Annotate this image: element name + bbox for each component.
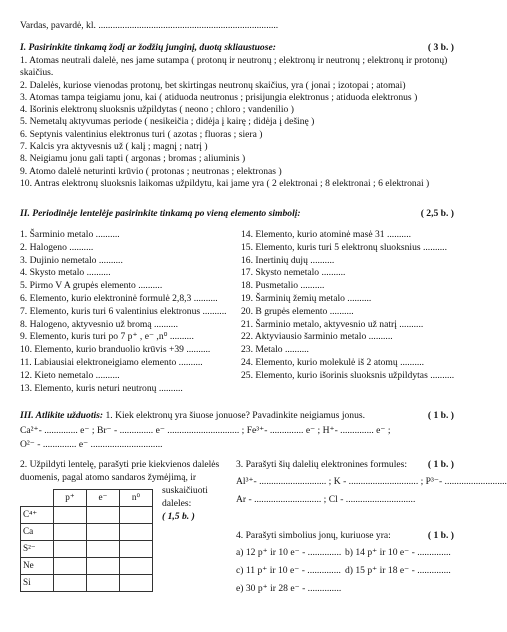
table-row: [21, 524, 153, 541]
list-item: 2. Dalelės, kuriose vienodas protonų, bet skirtingas neutronų skaičius, yra ( jonai ; izotopai ; atomai): [20, 79, 406, 91]
header-protons: p⁺: [54, 490, 87, 507]
task-3-title: 3. Parašyti šių dalelių elektronines formules:: [236, 459, 408, 470]
list-item: 4. Išorinis elektronų sluoksnis užpildytas ( neono ; chloro ; vandenilio ): [20, 104, 294, 116]
task-4-e: e) 30 p⁺ ir 28 e⁻ - ..............: [236, 583, 342, 594]
list-item: 23. Metalo ..........: [241, 344, 309, 356]
list-item: 11. Labiausiai elektroneigiamo elemento ..........: [20, 356, 203, 368]
section-2-title: II. Periodinėje lentelėje pasirinkite tinkamą po vieną elemento simbolį:: [20, 208, 301, 219]
row-label: Si: [21, 575, 54, 592]
task-3-line-2: Ar - ............................ ; Cl - .............................: [236, 494, 416, 505]
row-label: Ca: [21, 524, 54, 541]
row-label: S²⁻: [21, 541, 54, 558]
list-item: 5. Pirmo V A grupės elemento ..........: [20, 280, 163, 292]
list-item: 1. Šarminio metalo ..........: [20, 229, 120, 240]
task-4-d: d) 15 p⁺ ir 18 e⁻ - ..............: [345, 565, 451, 576]
task-4-b: b) 14 p⁺ ir 10 e⁻ - ..............: [345, 547, 451, 558]
section-2-left-list: [20, 229, 227, 395]
table-header-row: [21, 490, 153, 507]
list-item: 19. Šarminių žemių metalo ..........: [241, 292, 372, 304]
row-label: C⁴⁺: [21, 507, 54, 524]
section-2-points: ( 2,5 b. ): [420, 208, 454, 219]
list-item: 8. Halogeno, aktyvesnio už bromą ..........: [20, 318, 178, 330]
task-2-side-2: daleles:: [162, 498, 192, 509]
task-2-text-1: 2. Užpildyti lentelę, parašyti prie kiekvienos dalelės: [20, 459, 220, 470]
list-item: 10. Antras elektronų sluoksnis laikomas užpildytu, kai jame yra ( 2 elektronai ; 8 elektronai ; 6 elektronai ): [20, 177, 430, 189]
list-item: 18. Pusmetalio ..........: [241, 280, 325, 292]
table-cell[interactable]: [120, 575, 153, 592]
row-label: Ne: [21, 558, 54, 575]
section-1-items: [20, 55, 447, 190]
task-4-c: c) 11 p⁺ ir 10 e⁻ - ..............: [236, 565, 341, 576]
list-item: 14. Elemento, kurio atominė masė 31 ..........: [241, 229, 411, 240]
list-item: 6. Septynis valentinius elektronus turi ( azotas ; fluoras ; siera ): [20, 128, 263, 140]
section-2-right-list: [241, 229, 454, 383]
table-cell[interactable]: [54, 507, 87, 524]
table-row: [21, 507, 153, 524]
list-item: 4. Skysto metalo ..........: [20, 267, 111, 279]
table-cell[interactable]: [87, 575, 120, 592]
table-cell[interactable]: [120, 541, 153, 558]
task-2-points: ( 1,5 b. ): [162, 511, 195, 522]
section-3-task-1: 1. Kiek elektronų yra šiuose jonuose? Pavadinkite neigiamus jonus.: [103, 410, 366, 421]
table-cell[interactable]: [120, 524, 153, 541]
table-row: [21, 575, 153, 592]
section-1-title: I. Pasirinkite tinkamą žodį ar žodžių junginį, duotą skliaustuose:: [20, 42, 276, 53]
list-item: 12. Kieto nemetalo ..........: [20, 369, 120, 381]
list-item: 1. Atomas neutrali dalelė, nes jame sutampa ( protonų ir neutronų ; elektronų ir neutronų ; elektronų ir protonų): [20, 55, 448, 66]
list-item: 15. Elemento, kuris turi 5 elektronų sluoksnius ..........: [241, 241, 447, 253]
list-item: 9. Atomo dalelė neturinti krūvio ( protonas ; neutronas ; elektronas ): [20, 165, 282, 177]
list-item: 22. Aktyviausio šarminio metalo ..........: [241, 331, 393, 343]
list-item: 8. Neigiamu jonu gali tapti ( argonas ; bromas ; aliuminis ): [20, 153, 246, 165]
table-cell[interactable]: [87, 507, 120, 524]
list-item: 5. Nemetalų aktyvumas periode ( nesikeičia ; didėja į kairę ; didėja į dešinę ): [20, 116, 315, 128]
list-item: 21. Šarminio metalo, aktyvesnio už natrį ..........: [241, 318, 424, 330]
table-cell[interactable]: [54, 524, 87, 541]
table-cell[interactable]: [54, 575, 87, 592]
task-2-text-2: duomenis, pagal atomo sandaros žymėjimą, ir: [20, 472, 197, 483]
list-item: 9. Elemento, kuris turi po 7 p⁺ , e⁻ ,n⁰ ..........: [20, 331, 194, 343]
task-4-title: 4. Parašyti simbolius jonų, kuriuose yra:: [236, 530, 391, 541]
table-cell[interactable]: [54, 558, 87, 575]
list-item: 3. Atomas tampa teigiamu jonu, kai ( atiduoda neutronus ; prisijungia elektronus ; atiduoda elektronus ): [20, 91, 418, 103]
task-3-line-1: Al³⁺- ............................ ; K - ............................. ; P³⁻- ..........................: [236, 476, 507, 487]
list-item: 16. Inertinių dujų ..........: [241, 254, 335, 266]
section-3-header: [20, 410, 365, 422]
section-3-title: III. Atlikite užduotis:: [20, 410, 104, 421]
ions-line-2: O²⁻ - .............. e⁻ ..............................: [20, 439, 163, 450]
list-item: 7. Kalcis yra aktyvesnis už ( kalį ; magnį ; natrį ): [20, 141, 208, 153]
table-row: [21, 541, 153, 558]
list-item: 13. Elemento, kuris neturi neutronų ..........: [20, 382, 183, 394]
list-item: 3. Dujinio nemetalo ..........: [20, 254, 123, 266]
table-cell[interactable]: [87, 524, 120, 541]
particles-table: [20, 489, 153, 592]
task-4-a: a) 12 p⁺ ir 10 e⁻ - ..............: [236, 547, 342, 558]
table-cell[interactable]: [120, 507, 153, 524]
list-item: 17. Skysto nemetalo ..........: [241, 267, 346, 279]
list-item: 7. Elemento, kuris turi 6 valentinius elektronus ..........: [20, 305, 227, 317]
section-1-points: ( 3 b. ): [427, 42, 454, 53]
header-electrons: e⁻: [87, 490, 120, 507]
list-item: 24. Elemento, kurio molekulė iš 2 atomų ..........: [241, 356, 425, 368]
table-row: [21, 558, 153, 575]
list-item: 10. Elemento, kurio branduolio krūvis +39 ..........: [20, 344, 211, 356]
header-neutrons: n⁰: [120, 490, 153, 507]
name-line: Vardas, pavardė, kl. ...........................................................................: [20, 20, 279, 31]
task-2-side-1: suskaičiuoti: [162, 485, 208, 496]
table-cell[interactable]: [87, 541, 120, 558]
list-item: 20. B grupės elemento ..........: [241, 305, 354, 317]
section-3-points: ( 1 b. ): [427, 410, 454, 421]
table-cell[interactable]: [54, 541, 87, 558]
list-item: 25. Elemento, kurio išorinis sluoksnis užpildytas ..........: [241, 369, 455, 381]
table-cell[interactable]: [87, 558, 120, 575]
list-item: 6. Elemento, kurio elektroninė formulė 2,8,3 ..........: [20, 292, 218, 304]
list-item: skaičius.: [20, 67, 54, 79]
table-cell[interactable]: [120, 558, 153, 575]
task-4-points: ( 1 b. ): [427, 530, 454, 541]
ions-line-1: Ca²⁺- .............. e⁻ ; Br⁻ - .............. e⁻ .............................. ; Fe³⁺- .............. e⁻ ; H⁺- .............. e⁻ ;: [20, 425, 391, 436]
list-item: 2. Halogeno ..........: [20, 241, 94, 253]
task-3-points: ( 1 b. ): [427, 459, 454, 470]
